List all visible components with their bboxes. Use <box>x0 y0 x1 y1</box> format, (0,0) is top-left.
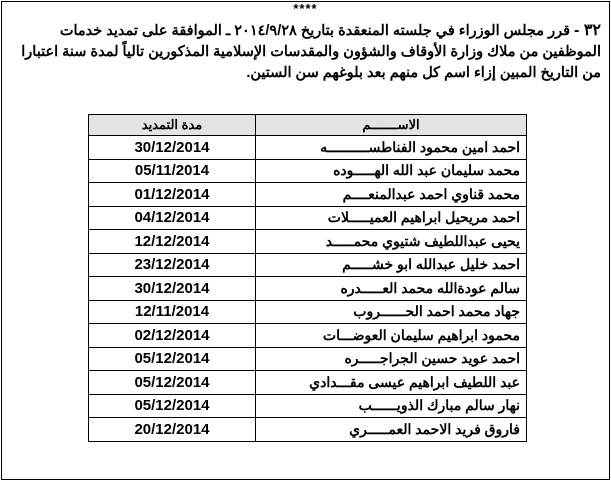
extension-date: 12/12/2014 <box>89 230 256 254</box>
item-number: ٣٢ - <box>574 22 601 39</box>
extension-table <box>88 114 527 442</box>
employee-name: سالم عودةالله محمد العـــــدره <box>256 277 527 301</box>
table-row <box>89 277 527 301</box>
employee-name: جهاد محمد احمد الحــــــروب <box>256 300 527 324</box>
table-row <box>89 136 527 160</box>
extension-date: 05/12/2014 <box>89 394 256 418</box>
employee-name: احمد عويد حسين الجراجـــــره <box>256 347 527 371</box>
decision-text: قرر مجلس الوزراء في جلسته المنعقدة بتاريخ ٢٠١٤/٩/٢٨ ـ الموافقة على تمديد خدمات الموظفين من ملاك وزارة الأوقاف والشؤون والمقدسات الإسلامية المذكورين تالياً لمدة سنة اعتبارا من التاريخ المبين إزاء اسم كل منهم بعد بلوغهم سن الستين. <box>21 23 601 81</box>
extension-date: 12/11/2014 <box>89 300 256 324</box>
table-row <box>89 394 527 418</box>
extension-date: 05/12/2014 <box>89 347 256 371</box>
table-row <box>89 324 527 348</box>
table-row <box>89 371 527 395</box>
table-row <box>89 206 527 230</box>
separator-stars: **** <box>293 1 318 16</box>
table-header-row <box>89 115 527 136</box>
employee-name: محمد سليمان عبد الله الهـــــوده <box>256 159 527 183</box>
employee-name: احمد مريحيل ابراهيم العميـــــلات <box>256 206 527 230</box>
header-duration: مدة التمديد <box>89 115 256 136</box>
extension-date: 05/11/2014 <box>89 159 256 183</box>
employee-name: احمد خليل عبدالله ابو خشـــــم <box>256 253 527 277</box>
table-row <box>89 253 527 277</box>
extension-date: 30/12/2014 <box>89 136 256 160</box>
employee-name: احمد امين محمود الفناطســــــــــه <box>256 136 527 160</box>
employee-name: فاروق فريد الاحمد العمـــــري <box>256 418 527 442</box>
document-page <box>1 1 610 480</box>
table-row <box>89 347 527 371</box>
extension-date: 01/12/2014 <box>89 183 256 207</box>
extension-date: 23/12/2014 <box>89 253 256 277</box>
table-row <box>89 183 527 207</box>
extension-date: 04/12/2014 <box>89 206 256 230</box>
employee-name: محمود ابراهيم سليمان العوضـــات <box>256 324 527 348</box>
extension-date: 20/12/2014 <box>89 418 256 442</box>
extension-date: 05/12/2014 <box>89 371 256 395</box>
table-row <box>89 418 527 442</box>
employee-name: محمد قناوي احمد عبدالمنعــــم <box>256 183 527 207</box>
extension-date: 02/12/2014 <box>89 324 256 348</box>
employee-name: عبد اللطيف ابراهيم عيسى مقـــدادي <box>256 371 527 395</box>
employee-name: يحيى عبداللطيف شتيوي محمـــــد <box>256 230 527 254</box>
header-name: الاســـــــم <box>256 115 527 136</box>
employee-name: نهار سالم مبارك الذويــــــب <box>256 394 527 418</box>
table-row <box>89 159 527 183</box>
extension-date: 30/12/2014 <box>89 277 256 301</box>
table-row <box>89 230 527 254</box>
table-row <box>89 300 527 324</box>
decision-paragraph <box>14 20 601 84</box>
